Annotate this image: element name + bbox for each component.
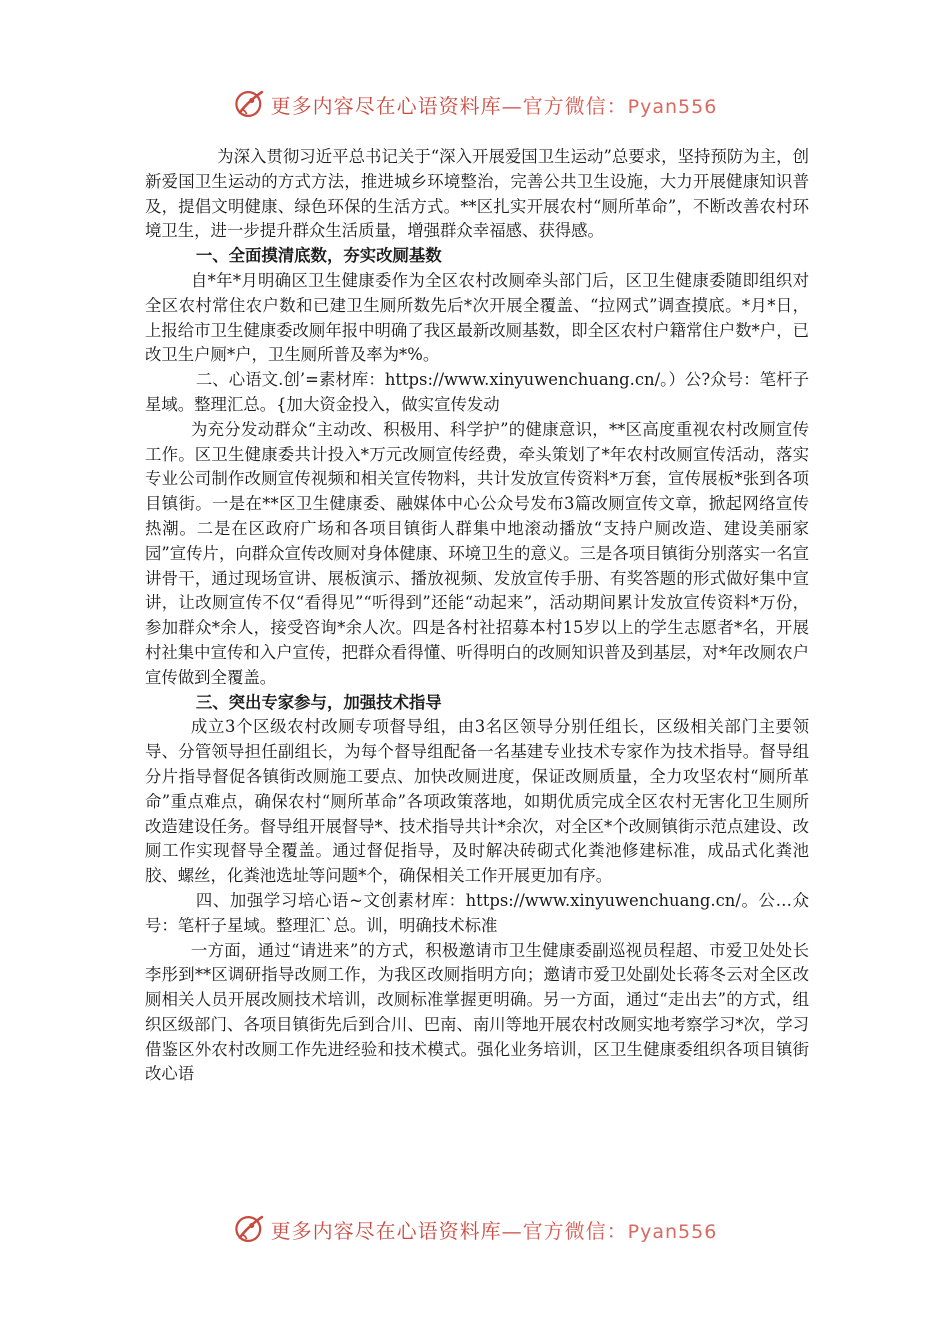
- brush-logo-icon: [233, 1212, 267, 1246]
- watermark-label: 官方微信：: [522, 93, 628, 118]
- watermark-account: Pyan556: [627, 1220, 718, 1243]
- brush-logo-icon: [233, 87, 267, 121]
- section-2-paragraph: 为充分发动群众“主动改、积极用、科学护”的健康意识，**区高度重视农村改厕宣传工作。区卫生健康委共计投入*万元改厕宣传经费，牵头策划了*年农村改厕宣传活动，落实专业公司制作改厕宣传视频和相关宣传物料，共计发放宣传资料*万套，宣传展板*张到各项目镇街。一是在**区卫生健康委、融媒体中心公众号发布3篇改厕宣传文章，掀起网络宣传热潮。二是在区政府广场和各项目镇街人群集中地滚动播放“支持户厕改造、建设美丽家园”宣传片，向群众宣传改厕对身体健康、环境卫生的意义。三是各项目镇街分别落实一名宣讲骨干，通过现场宣讲、展板演示、播放视频、发放宣传手册、有奖答题的形式做好集中宣讲，让改厕宣传不仅“看得见”“听得到”还能“动起来”，活动期间累计发放宣传资料*万份，参加群众*余人，接受咨询*余人次。四是各村社招募本村15岁以上的学生志愿者*名，开展村社集中宣传和入户宣传，把群众看得懂、听得明白的改厕知识普及到基层，对*年改厕农户宣传做到全覆盖。: [145, 419, 810, 687]
- watermark-text: [271, 1215, 718, 1244]
- section-heading-2: 二、心语文.创’=素材库：https://www.xinyuwenchuang.cn/。）公?众号：笔杆子星域。整理汇总。{加大资金投入，做实宣传发动: [145, 370, 809, 414]
- section-3-paragraph: 成立3个区级农村改厕专项督导组，由3名区领导分别任组长，区级相关部门主要领导、分管领导担任副组长，为每个督导组配备一名基建专业技术专家作为技术指导。督导组分片指导督促各镇街改厕施工要点、加快改厕进度，保证改厕质量，全力攻坚农村“厕所革命”重点难点，确保农村“厕所革命”各项政策落地，如期优质完成全区农村无害化卫生厕所改造建设任务。督导组开展督导*、技术指导共计*余次，对全区*个改厕镇街示范点建设、改厕工作实现督导全覆盖。通过督促指导，及时解决砖砌式化粪池修建标准，成品式化粪池胶、螺丝，化粪池选址等问题*个，确保相关工作开展更加有序。: [145, 717, 809, 886]
- section-heading-3: 三、突出专家参与，加强技术指导: [195, 692, 442, 712]
- watermark-site-text: 更多内容尽在心语资料库: [270, 1218, 502, 1243]
- section-heading-1: 一、全面摸清底数，夯实改厕基数: [195, 246, 442, 266]
- document-body: [145, 145, 809, 1087]
- section-4-paragraph: 一方面，通过“请进来”的方式，积极邀请市卫生健康委副巡视员程超、市爱卫处处长李彤到**区调研指导改厕工作，为我区改厕指明方向；邀请市爱卫处副处长蒋冬云对全区改厕相关人员开展改厕技术培训，改厕标准掌握更明确。另一方面，通过“走出去”的方式，组织区级部门、各项目镇街先后到合川、巴南、南川等地开展农村改厕实地考察学习*次，学习借鉴区外农村改厕工作先进经验和技术模式。强化业务培训，区卫生健康委组织各项目镇街改心语: [145, 940, 809, 1084]
- watermark-label: 官方微信：: [522, 1218, 628, 1243]
- watermark-text: [271, 90, 718, 119]
- footer-watermark-banner: [0, 1209, 950, 1249]
- section-1-paragraph: 自*年*月明确区卫生健康委作为全区农村改厕牵头部门后，区卫生健康委随即组织对全区农村常住农户数和已建卫生厕所数先后*次开展全覆盖、“拉网式”调查摸底。*月*日，上报给市卫生健康委改厕年报中明确了我区最新改厕基数，即全区农村户籍常住户数*户，已改卫生户厕*户，卫生厕所普及率为*%。: [145, 270, 809, 365]
- watermark-site-text: 更多内容尽在心语资料库: [270, 93, 502, 118]
- section-heading-4: 四、加强学习培心语~文创素材库：https://www.xinyuwenchuang.cn/。公…众号：笔杆子星域。整理汇`总。训，明确技术标准: [145, 890, 809, 935]
- intro-paragraph: 为深入贯彻习近平总书记关于“深入开展爱国卫生运动”总要求，坚持预防为主，创新爱国卫生运动的方式方法，推进城乡环境整治，完善公共卫生设施，大力开展健康知识普及，提倡文明健康、绿色环保的生活方式。**区扎实开展农村“厕所革命”，不断改善农村环境卫生，进一步提升群众生活质量，增强群众幸福感、获得感。: [145, 147, 809, 241]
- watermark-account: Pyan556: [627, 95, 718, 118]
- header-watermark-banner: [0, 84, 950, 124]
- watermark-dash: —: [501, 93, 523, 118]
- watermark-dash: —: [501, 1218, 523, 1243]
